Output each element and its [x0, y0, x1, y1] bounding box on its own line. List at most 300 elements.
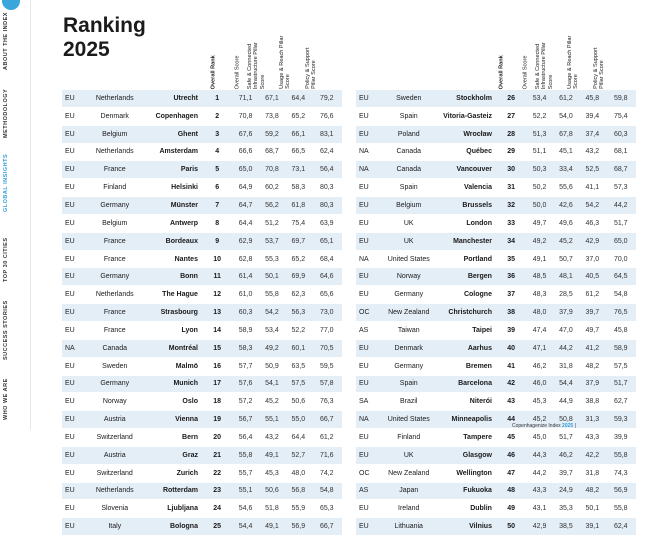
- safe-connected-cell: 60,2: [259, 179, 285, 197]
- nav-success-stories[interactable]: SUCCESS STORIES: [3, 300, 9, 360]
- country-cell: Germany: [84, 197, 145, 215]
- rank-cell: 46: [496, 446, 526, 464]
- city-cell: Vancouver: [439, 161, 496, 179]
- policy-support-cell: 68,7: [606, 161, 636, 179]
- header-overall-rank: Overall Rank: [210, 54, 217, 89]
- overall-score-cell: 45,3: [526, 393, 552, 411]
- header-policy-support: Policy & Support Pillar Score: [305, 47, 318, 89]
- usage-reach-cell: 37,4: [579, 125, 605, 143]
- safe-connected-cell: 50,9: [259, 357, 285, 375]
- usage-reach-cell: 39,7: [579, 304, 605, 322]
- region-cell: EU: [356, 90, 378, 107]
- safe-connected-cell: 54,2: [259, 304, 285, 322]
- footer-publication: Copenhagenize Index: [512, 423, 561, 429]
- table-row: [356, 304, 636, 322]
- rank-cell: 9: [202, 232, 232, 250]
- region-cell: EU: [62, 107, 84, 125]
- region-cell: EU: [62, 464, 84, 482]
- usage-reach-cell: 31,3: [579, 411, 605, 429]
- region-cell: EU: [356, 107, 378, 125]
- city-cell: Nantes: [145, 250, 202, 268]
- overall-score-cell: 57,7: [232, 357, 258, 375]
- overall-score-cell: 64,7: [232, 197, 258, 215]
- safe-connected-cell: 54,0: [553, 107, 579, 125]
- city-cell: Dublin: [439, 500, 496, 518]
- policy-support-cell: 65,3: [312, 500, 342, 518]
- overall-score-cell: 66,6: [232, 143, 258, 161]
- policy-support-cell: 51,7: [606, 214, 636, 232]
- usage-reach-cell: 65,2: [285, 107, 311, 125]
- table-row: [62, 446, 342, 464]
- overall-score-cell: 62,9: [232, 232, 258, 250]
- safe-connected-cell: 55,6: [553, 179, 579, 197]
- country-cell: France: [84, 321, 145, 339]
- city-cell: Portland: [439, 250, 496, 268]
- overall-score-cell: 46,2: [526, 357, 552, 375]
- region-cell: EU: [62, 125, 84, 143]
- safe-connected-cell: 43,2: [259, 429, 285, 447]
- country-cell: Sweden: [84, 357, 145, 375]
- city-cell: Vitoria-Gasteiz: [439, 107, 496, 125]
- country-cell: Netherlands: [84, 143, 145, 161]
- table-row: [62, 143, 342, 161]
- table-row: [356, 90, 636, 107]
- safe-connected-cell: 44,9: [553, 393, 579, 411]
- country-cell: France: [84, 304, 145, 322]
- table-row: [62, 250, 342, 268]
- region-cell: OC: [356, 464, 378, 482]
- rank-cell: 41: [496, 357, 526, 375]
- policy-support-cell: 66,7: [312, 518, 342, 536]
- city-cell: Niterói: [439, 393, 496, 411]
- policy-support-cell: 79,2: [312, 90, 342, 107]
- policy-support-cell: 39,9: [606, 429, 636, 447]
- logo-icon: [2, 0, 20, 10]
- policy-support-cell: 51,7: [606, 375, 636, 393]
- policy-support-cell: 76,6: [312, 107, 342, 125]
- overall-score-cell: 58,9: [232, 321, 258, 339]
- city-cell: Québec: [439, 143, 496, 161]
- country-cell: Lithuania: [378, 518, 439, 536]
- region-cell: EU: [62, 393, 84, 411]
- overall-score-cell: 54,6: [232, 500, 258, 518]
- table-row: [356, 125, 636, 143]
- rank-cell: 22: [202, 464, 232, 482]
- city-cell: Zurich: [145, 464, 202, 482]
- table-row: [356, 411, 636, 429]
- usage-reach-cell: 60,1: [285, 339, 311, 357]
- policy-support-cell: 62,4: [606, 518, 636, 536]
- usage-reach-cell: 66,1: [285, 125, 311, 143]
- policy-support-cell: 61,2: [312, 429, 342, 447]
- safe-connected-cell: 67,1: [259, 90, 285, 107]
- safe-connected-cell: 53,4: [259, 321, 285, 339]
- city-cell: Rotterdam: [145, 482, 202, 500]
- policy-support-cell: 65,6: [312, 286, 342, 304]
- region-cell: EU: [62, 250, 84, 268]
- policy-support-cell: 74,3: [606, 464, 636, 482]
- safe-connected-cell: 51,2: [259, 214, 285, 232]
- rank-cell: 47: [496, 464, 526, 482]
- country-cell: Ireland: [378, 500, 439, 518]
- overall-score-cell: 48,3: [526, 286, 552, 304]
- city-cell: Vilnius: [439, 518, 496, 536]
- country-cell: Taiwan: [378, 321, 439, 339]
- country-cell: Japan: [378, 482, 439, 500]
- ranking-table-right: [356, 90, 636, 536]
- nav-methodology[interactable]: METHODOLOGY: [3, 88, 9, 138]
- policy-support-cell: 71,6: [312, 446, 342, 464]
- usage-reach-cell: 45,8: [579, 90, 605, 107]
- region-cell: SA: [356, 393, 378, 411]
- header-safe-connected: Safe & Connected Infrastructure Pillar Score: [534, 42, 554, 89]
- region-cell: EU: [356, 500, 378, 518]
- rank-cell: 3: [202, 125, 232, 143]
- table-row: [356, 197, 636, 215]
- safe-connected-cell: 28,5: [553, 286, 579, 304]
- table-row: [356, 482, 636, 500]
- rank-cell: 11: [202, 268, 232, 286]
- region-cell: EU: [62, 357, 84, 375]
- overall-score-cell: 52,2: [526, 107, 552, 125]
- nav-about-the-index[interactable]: ABOUT THE INDEX: [3, 12, 9, 70]
- usage-reach-cell: 56,9: [285, 518, 311, 536]
- region-cell: EU: [356, 125, 378, 143]
- rank-cell: 43: [496, 393, 526, 411]
- rank-cell: 32: [496, 197, 526, 215]
- overall-score-cell: 62,8: [232, 250, 258, 268]
- table-row: [62, 393, 342, 411]
- policy-support-cell: 56,4: [312, 161, 342, 179]
- policy-support-cell: 54,8: [312, 482, 342, 500]
- usage-reach-cell: 42,9: [579, 232, 605, 250]
- safe-connected-cell: 46,2: [553, 446, 579, 464]
- country-cell: Spain: [378, 179, 439, 197]
- overall-score-cell: 50,0: [526, 197, 552, 215]
- rank-cell: 39: [496, 321, 526, 339]
- rank-cell: 15: [202, 339, 232, 357]
- table-row: [62, 500, 342, 518]
- city-cell: Helsinki: [145, 179, 202, 197]
- policy-support-cell: 60,3: [606, 125, 636, 143]
- country-cell: Canada: [84, 339, 145, 357]
- safe-connected-cell: 48,1: [553, 268, 579, 286]
- rank-cell: 34: [496, 232, 526, 250]
- table-row: [356, 339, 636, 357]
- table-row: [62, 375, 342, 393]
- region-cell: EU: [356, 268, 378, 286]
- header-overall-score: Overall Score: [234, 55, 241, 89]
- overall-score-cell: 55,1: [232, 482, 258, 500]
- rank-cell: 50: [496, 518, 526, 536]
- overall-score-cell: 46,0: [526, 375, 552, 393]
- usage-reach-cell: 69,7: [285, 232, 311, 250]
- region-cell: AS: [356, 321, 378, 339]
- region-cell: EU: [62, 500, 84, 518]
- city-cell: Bonn: [145, 268, 202, 286]
- usage-reach-cell: 41,1: [579, 179, 605, 197]
- country-cell: Netherlands: [84, 286, 145, 304]
- usage-reach-cell: 55,0: [285, 411, 311, 429]
- region-cell: EU: [62, 429, 84, 447]
- table-row: [62, 339, 342, 357]
- country-cell: Denmark: [378, 339, 439, 357]
- region-cell: EU: [62, 232, 84, 250]
- country-cell: Italy: [84, 518, 145, 536]
- region-cell: EU: [62, 268, 84, 286]
- overall-score-cell: 71,1: [232, 90, 258, 107]
- policy-support-cell: 83,1: [312, 125, 342, 143]
- city-cell: Malmö: [145, 357, 202, 375]
- table-row: [62, 179, 342, 197]
- usage-reach-cell: 52,2: [285, 321, 311, 339]
- usage-reach-cell: 66,5: [285, 143, 311, 161]
- overall-score-cell: 70,8: [232, 107, 258, 125]
- safe-connected-cell: 35,3: [553, 500, 579, 518]
- country-cell: United States: [378, 250, 439, 268]
- table-row: [356, 375, 636, 393]
- region-cell: AS: [356, 482, 378, 500]
- rank-cell: 30: [496, 161, 526, 179]
- table-row: [62, 321, 342, 339]
- policy-support-cell: 59,8: [606, 90, 636, 107]
- safe-connected-cell: 55,3: [259, 250, 285, 268]
- policy-support-cell: 59,3: [606, 411, 636, 429]
- rank-cell: 37: [496, 286, 526, 304]
- safe-connected-cell: 45,3: [259, 464, 285, 482]
- usage-reach-cell: 75,4: [285, 214, 311, 232]
- region-cell: NA: [62, 339, 84, 357]
- policy-support-cell: 76,5: [606, 304, 636, 322]
- city-cell: Ghent: [145, 125, 202, 143]
- table-row: [62, 482, 342, 500]
- safe-connected-cell: 45,2: [553, 232, 579, 250]
- city-cell: Brussels: [439, 197, 496, 215]
- rank-cell: 48: [496, 482, 526, 500]
- overall-score-cell: 57,6: [232, 375, 258, 393]
- safe-connected-cell: 50,7: [553, 250, 579, 268]
- usage-reach-cell: 57,5: [285, 375, 311, 393]
- nav-who-we-are[interactable]: WHO WE ARE: [3, 378, 9, 420]
- table-row: [62, 214, 342, 232]
- header-safe-connected: Safe & Connected Infrastructure Pillar Score: [246, 42, 266, 89]
- overall-score-cell: 65,0: [232, 161, 258, 179]
- country-cell: UK: [378, 232, 439, 250]
- safe-connected-cell: 49,1: [259, 446, 285, 464]
- table-row: [356, 518, 636, 536]
- safe-connected-cell: 24,9: [553, 482, 579, 500]
- safe-connected-cell: 51,7: [553, 429, 579, 447]
- region-cell: EU: [62, 375, 84, 393]
- safe-connected-cell: 39,7: [553, 464, 579, 482]
- safe-connected-cell: 44,2: [553, 339, 579, 357]
- safe-connected-cell: 56,2: [259, 197, 285, 215]
- table-row: [62, 304, 342, 322]
- usage-reach-cell: 54,2: [579, 197, 605, 215]
- safe-connected-cell: 45,1: [553, 143, 579, 161]
- rank-cell: 6: [202, 179, 232, 197]
- safe-connected-cell: 49,6: [553, 214, 579, 232]
- policy-support-cell: 70,0: [606, 250, 636, 268]
- country-cell: New Zealand: [378, 304, 439, 322]
- usage-reach-cell: 37,9: [579, 375, 605, 393]
- overall-score-cell: 48,5: [526, 268, 552, 286]
- city-cell: Cologne: [439, 286, 496, 304]
- region-cell: EU: [62, 90, 84, 107]
- overall-score-cell: 49,1: [526, 250, 552, 268]
- table-row: [356, 268, 636, 286]
- usage-reach-cell: 61,8: [285, 197, 311, 215]
- policy-support-cell: 73,0: [312, 304, 342, 322]
- region-cell: EU: [356, 179, 378, 197]
- usage-reach-cell: 62,3: [285, 286, 311, 304]
- overall-score-cell: 43,1: [526, 500, 552, 518]
- safe-connected-cell: 54,1: [259, 375, 285, 393]
- rank-cell: 7: [202, 197, 232, 215]
- policy-support-cell: 65,1: [312, 232, 342, 250]
- rank-cell: 10: [202, 250, 232, 268]
- header-usage-reach: Usage & Reach Pillar Score: [567, 35, 580, 89]
- ranking-table-left: [62, 90, 342, 536]
- table-row: [356, 446, 636, 464]
- policy-support-cell: 62,4: [312, 143, 342, 161]
- table-row: [356, 393, 636, 411]
- country-cell: Netherlands: [84, 482, 145, 500]
- city-cell: Montréal: [145, 339, 202, 357]
- table-row: [62, 232, 342, 250]
- policy-support-cell: 58,9: [606, 339, 636, 357]
- region-cell: EU: [356, 357, 378, 375]
- country-cell: Brazil: [378, 393, 439, 411]
- usage-reach-cell: 48,0: [285, 464, 311, 482]
- table-row: [62, 464, 342, 482]
- safe-connected-cell: 47,0: [553, 321, 579, 339]
- rank-cell: 45: [496, 429, 526, 447]
- overall-score-cell: 55,8: [232, 446, 258, 464]
- city-cell: Graz: [145, 446, 202, 464]
- rank-cell: 4: [202, 143, 232, 161]
- country-cell: Canada: [378, 161, 439, 179]
- safe-connected-cell: 50,8: [553, 411, 579, 429]
- table-row: [356, 232, 636, 250]
- region-cell: EU: [62, 179, 84, 197]
- region-cell: NA: [356, 143, 378, 161]
- usage-reach-cell: 41,2: [579, 339, 605, 357]
- country-cell: Denmark: [84, 107, 145, 125]
- overall-score-cell: 50,2: [526, 179, 552, 197]
- city-cell: London: [439, 214, 496, 232]
- usage-reach-cell: 43,2: [579, 143, 605, 161]
- usage-reach-cell: 50,1: [579, 500, 605, 518]
- table-row: [62, 286, 342, 304]
- usage-reach-cell: 65,2: [285, 250, 311, 268]
- table-row: [356, 500, 636, 518]
- safe-connected-cell: 33,4: [553, 161, 579, 179]
- header-overall-rank: Overall Rank: [498, 54, 505, 89]
- country-cell: France: [84, 232, 145, 250]
- overall-score-cell: 54,4: [232, 518, 258, 536]
- rank-cell: 21: [202, 446, 232, 464]
- city-cell: Aarhus: [439, 339, 496, 357]
- table-row: [62, 357, 342, 375]
- region-cell: NA: [356, 411, 378, 429]
- overall-score-cell: 64,4: [232, 214, 258, 232]
- rank-cell: 35: [496, 250, 526, 268]
- region-cell: EU: [356, 197, 378, 215]
- policy-support-cell: 68,4: [312, 250, 342, 268]
- city-cell: Lyon: [145, 321, 202, 339]
- table-row: [356, 179, 636, 197]
- usage-reach-cell: 50,6: [285, 393, 311, 411]
- rank-cell: 29: [496, 143, 526, 161]
- region-cell: EU: [62, 321, 84, 339]
- rank-cell: 17: [202, 375, 232, 393]
- overall-score-cell: 51,1: [526, 143, 552, 161]
- table-row: [356, 250, 636, 268]
- overall-score-cell: 61,0: [232, 286, 258, 304]
- region-cell: EU: [62, 143, 84, 161]
- country-cell: Norway: [378, 268, 439, 286]
- region-cell: EU: [62, 214, 84, 232]
- country-cell: Norway: [84, 393, 145, 411]
- safe-connected-cell: 50,6: [259, 482, 285, 500]
- city-cell: Bordeaux: [145, 232, 202, 250]
- city-cell: Utrecht: [145, 90, 202, 107]
- city-cell: Münster: [145, 197, 202, 215]
- rank-cell: 2: [202, 107, 232, 125]
- city-cell: Barcelona: [439, 375, 496, 393]
- rank-cell: 26: [496, 90, 526, 107]
- rank-cell: 31: [496, 179, 526, 197]
- country-cell: Slovenia: [84, 500, 145, 518]
- policy-support-cell: 55,8: [606, 446, 636, 464]
- overall-score-cell: 44,3: [526, 446, 552, 464]
- nav-global-insights[interactable]: GLOBAL INSIGHTS: [3, 153, 9, 212]
- safe-connected-cell: 54,4: [553, 375, 579, 393]
- safe-connected-cell: 49,1: [259, 518, 285, 536]
- country-cell: Sweden: [378, 90, 439, 107]
- overall-score-cell: 61,4: [232, 268, 258, 286]
- safe-connected-cell: 50,1: [259, 268, 285, 286]
- safe-connected-cell: 55,8: [259, 286, 285, 304]
- city-cell: Wellington: [439, 464, 496, 482]
- table-row: [356, 321, 636, 339]
- footer-separator: |: [574, 423, 576, 429]
- policy-support-cell: 57,5: [606, 357, 636, 375]
- rank-cell: 38: [496, 304, 526, 322]
- country-cell: United States: [378, 411, 439, 429]
- policy-support-cell: 57,3: [606, 179, 636, 197]
- title-line-1: Ranking: [63, 14, 146, 37]
- city-cell: Vienna: [145, 411, 202, 429]
- region-cell: NA: [356, 161, 378, 179]
- overall-score-cell: 55,7: [232, 464, 258, 482]
- sidebar: [0, 0, 31, 430]
- region-cell: EU: [356, 518, 378, 536]
- rank-cell: 20: [202, 429, 232, 447]
- overall-score-cell: 49,7: [526, 214, 552, 232]
- city-cell: Bergen: [439, 268, 496, 286]
- policy-support-cell: 62,7: [606, 393, 636, 411]
- region-cell: EU: [356, 375, 378, 393]
- usage-reach-cell: 48,2: [579, 357, 605, 375]
- region-cell: EU: [356, 232, 378, 250]
- policy-support-cell: 66,7: [312, 411, 342, 429]
- city-cell: Taipei: [439, 321, 496, 339]
- region-cell: EU: [62, 197, 84, 215]
- region-cell: EU: [356, 429, 378, 447]
- nav-top-30-cities[interactable]: TOP 30 CITIES: [3, 237, 9, 282]
